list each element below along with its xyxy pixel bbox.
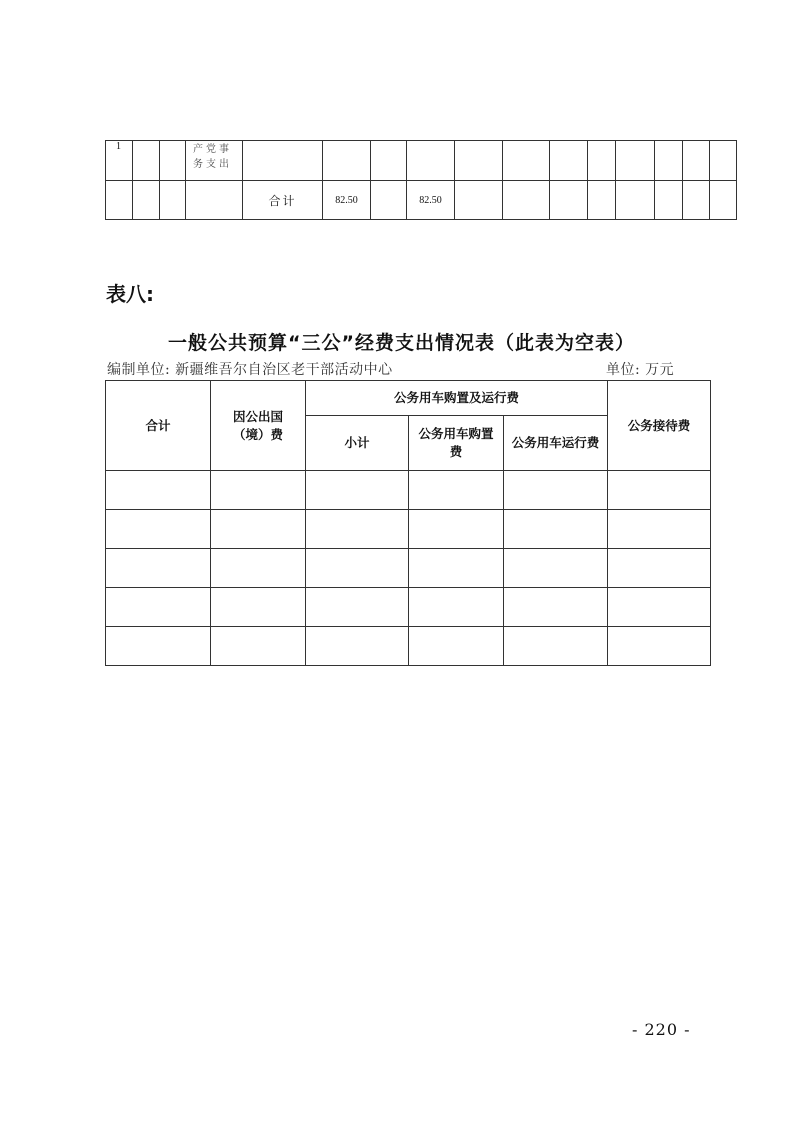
total-value-a: 82.50 <box>323 181 371 220</box>
header-total: 合计 <box>106 381 211 471</box>
row-index: 1 <box>106 141 133 181</box>
page-number: - 220 - <box>632 1020 691 1039</box>
header-vehicle-operation: 公务用车运行费 <box>504 416 608 471</box>
header-reception: 公务接待费 <box>608 381 711 471</box>
three-public-expenditure-table <box>105 380 711 666</box>
header-vehicle-group: 公务用车购置及运行费 <box>306 381 608 416</box>
table-row <box>106 471 711 510</box>
total-row <box>106 181 737 220</box>
section-heading: 表八: <box>106 282 154 306</box>
category-cell: 产党事务支出 <box>186 141 243 181</box>
header-row <box>106 381 711 416</box>
header-subtotal: 小计 <box>306 416 409 471</box>
table-row <box>106 141 737 181</box>
table-row <box>106 549 711 588</box>
continued-expenditure-table <box>105 140 737 220</box>
table-row <box>106 627 711 666</box>
total-label: 合计 <box>243 181 323 220</box>
table-title: 一般公共预算“三公”经费支出情况表（此表为空表） <box>168 332 635 354</box>
table-row <box>106 510 711 549</box>
total-value-b: 82.50 <box>407 181 455 220</box>
unit-label: 单位: 万元 <box>606 362 675 378</box>
header-abroad: 因公出国（境）费 <box>211 381 306 471</box>
org-label: 编制单位: 新疆维吾尔自治区老干部活动中心 <box>107 362 393 378</box>
table-row <box>106 588 711 627</box>
header-vehicle-purchase: 公务用车购置费 <box>409 416 504 471</box>
